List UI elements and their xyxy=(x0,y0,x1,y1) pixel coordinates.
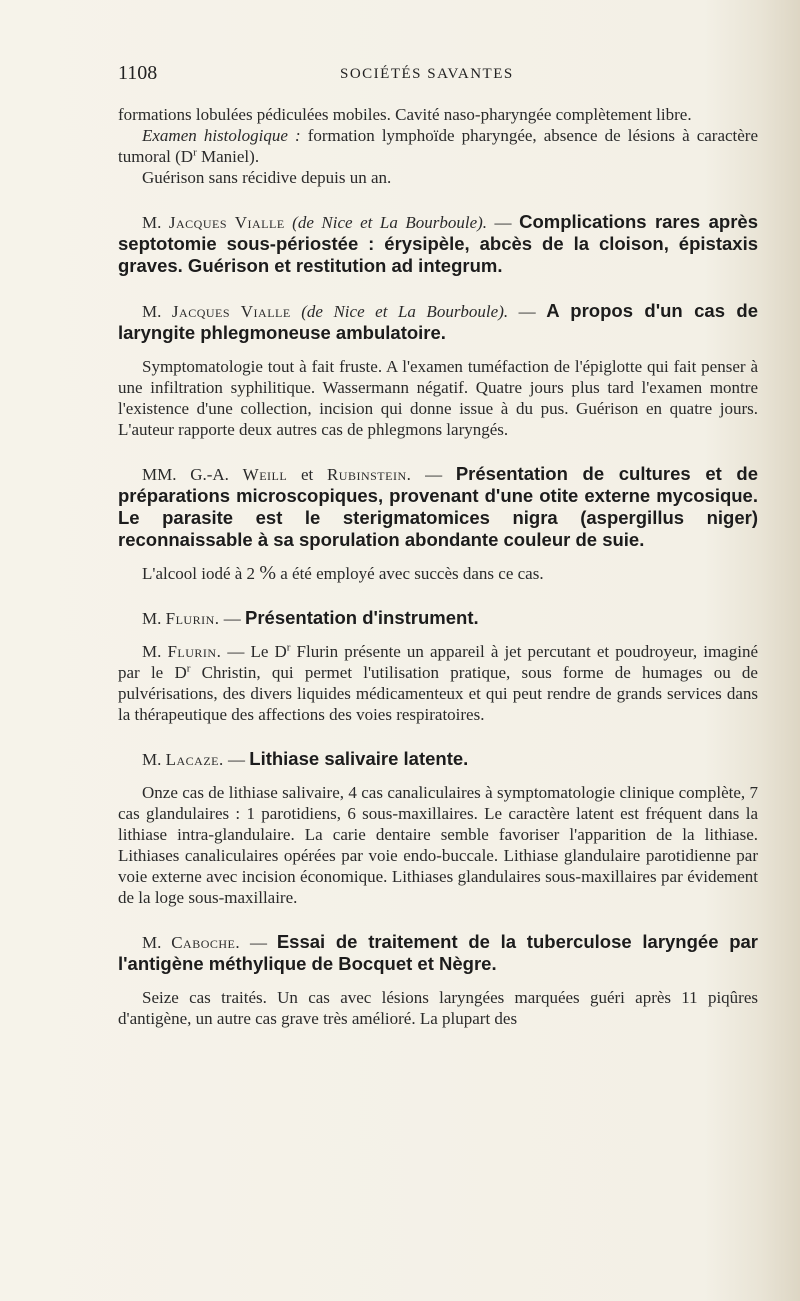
section-heading-caboche xyxy=(118,931,758,975)
section-body-vialle-2: Symptomatologie tout à fait fruste. A l'examen tuméfaction de l'épiglotte qui fait penser à une infiltration syphilitique. Wassermann négatif. Quatre jours plus tard l'examen montre l'existence d'une collection, incision qui donne issue à du pus. Guérison en quatre jours. L'auteur rapporte deux autres cas de phlegmons laryngés. xyxy=(118,357,758,439)
author-name: Jacques Vialle xyxy=(168,213,285,232)
dash: — xyxy=(223,750,250,769)
body-text: L'alcool iodé à 2 xyxy=(142,564,260,583)
histology-label: Examen histologique : xyxy=(142,126,301,145)
author-place: (de Nice et La Bourboule). xyxy=(290,302,509,321)
author-prefix: M. xyxy=(142,750,166,769)
communication-title: Lithiase salivaire latente. xyxy=(249,748,469,769)
author-prefix: MM. G.-A. xyxy=(142,465,243,484)
body-text: Christin, qui permet l'utilisation pratique, sous forme de humages ou de pulvérisations, des divers liquides médicamenteux et qui peut rendre de grands services dans la thérapeutique des affections des voies respiratoires. xyxy=(118,663,758,724)
section-body-caboche: Seize cas traités. Un cas avec lésions laryngées marquées guéri après 11 piqûres d'antigène, un autre cas grave très amélioré. La plupart des xyxy=(118,988,758,1028)
paragraph-continuation: formations lobulées pédiculées mobiles. Cavité naso-pharyngée complètement libre. xyxy=(118,105,692,124)
communication-title: Présentation d'instrument. xyxy=(245,607,479,628)
section-heading-flurin xyxy=(118,607,758,629)
section-body-flurin xyxy=(118,641,758,725)
paragraph-histology xyxy=(118,125,758,167)
dash: — xyxy=(508,302,547,321)
dash: — xyxy=(411,465,456,484)
author-name: Lacaze. xyxy=(165,750,224,769)
histology-text: formation lymphoïde pharyngée, absence de lésions à caractère tumoral (D xyxy=(118,126,759,166)
author-name-1: Weill xyxy=(242,465,288,484)
body-text: a été employé avec succès dans ce cas. xyxy=(275,564,544,583)
section-heading-vialle-2 xyxy=(118,300,758,344)
author-prefix: M. xyxy=(142,302,172,321)
dash: — xyxy=(487,213,520,232)
author-prefix: M. xyxy=(142,933,172,952)
section-heading-vialle-1 xyxy=(118,211,758,277)
running-head: SOCIÉTÉS SAVANTES xyxy=(340,66,514,82)
body-author: Flurin. xyxy=(167,642,222,661)
author-name: Jacques Vialle xyxy=(171,302,291,321)
page-header xyxy=(118,62,758,90)
histology-after: Maniel). xyxy=(196,147,260,166)
author-name: Flurin. xyxy=(165,609,220,628)
paragraph-outcome: Guérison sans récidive depuis un an. xyxy=(142,168,392,187)
author-place: (de Nice et La Bourboule). xyxy=(284,213,488,232)
author-prefix: M. xyxy=(142,609,166,628)
author-conjunction: et xyxy=(287,465,327,484)
sup: r xyxy=(286,641,291,654)
page-number: 1108 xyxy=(118,62,158,84)
communication-title: Complications rares après septotomie sous-périostée : érysipèle, abcès de la cloison, épistaxis graves. Guérison et restitution ad integrum. xyxy=(118,211,758,276)
body-prefix: M. xyxy=(142,642,168,661)
section-body-weill xyxy=(118,563,758,584)
communication-title: Essai de traitement de la tuberculose laryngée par l'antigène méthylique de Bocquet et Nègre. xyxy=(118,931,758,974)
communication-title: A propos d'un cas de laryngite phlegmoneuse ambulatoire. xyxy=(118,300,759,343)
body-text: Flurin présente un appareil à jet percutant et poudroyeur, imaginé par le D xyxy=(118,642,758,682)
section-body-lacaze: Onze cas de lithiase salivaire, 4 cas canaliculaires à symptomatologie clinique complète, 7 cas glandulaires : 1 parotidiens, 6 sous-maxillaires. Le caractère latent est fréquent dans la lithiase intra-glandulaire. La carie dentaire semble favoriser l'apparition de la lithiase. Lithiases canaliculaires opérées par voie endo-buccale. Lithiase glandulaire parotidienne par voie externe avec incision économique. Lithiases glandulaires sous-maxillaires par évidement de la loge sous-maxillaire. xyxy=(118,783,758,907)
dash: — xyxy=(219,609,245,628)
author-name: Caboche. xyxy=(171,933,241,952)
percent-sign: % xyxy=(259,562,276,584)
histology-sup: r xyxy=(193,146,197,159)
author-name-2: Rubinstein. xyxy=(326,465,412,484)
body-text: — Le D xyxy=(221,642,287,661)
page-body xyxy=(118,104,758,1029)
sup: r xyxy=(186,662,191,675)
dash: — xyxy=(240,933,277,952)
communication-title: Présentation de cultures et de préparations microscopiques, provenant d'une otite externe mycosique. Le parasite est le sterigmatomices nigra (aspergillus niger) reconnaissable à sa sporulation abondante couleur de suie. xyxy=(118,463,758,550)
author-prefix: M. xyxy=(142,213,169,232)
section-heading-weill xyxy=(118,463,758,551)
section-heading-lacaze xyxy=(118,748,758,770)
